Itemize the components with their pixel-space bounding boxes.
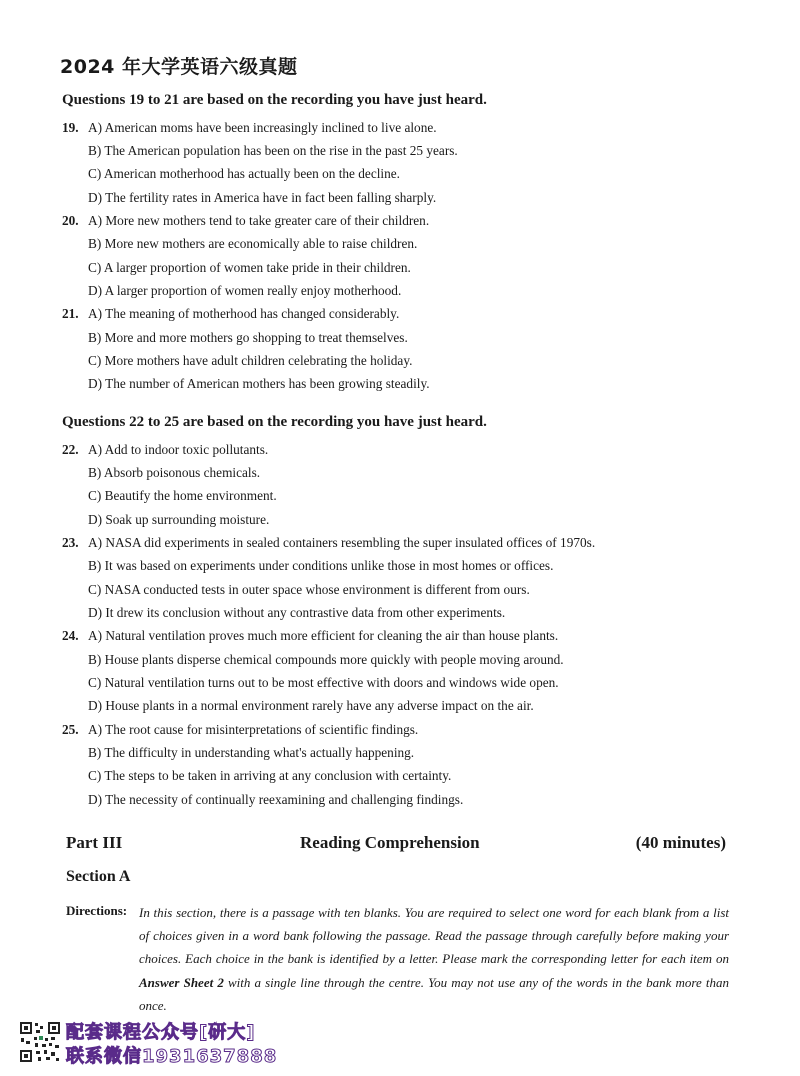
promo-line-1: 配套课程公众号[研大] (66, 1022, 256, 1043)
option-b: B) Absorb poisonous chemicals. (88, 465, 261, 480)
promo-line-2: 联系微信1931637888 (66, 1046, 278, 1067)
question-number: 25. (62, 722, 79, 737)
directions-text-after: with a single line through the centre. You may not use any of the words in the bank more than once. (139, 974, 730, 1013)
option-b: B) The American population has been on the rise in the past 25 years. (88, 143, 458, 158)
option-a: A) The meaning of motherhood has changed considerably. (88, 306, 400, 321)
question-number: 23. (62, 535, 79, 550)
question-number: 22. (62, 442, 79, 457)
option-a: A) Natural ventilation proves much more efficient for cleaning the air than house plants. (88, 628, 559, 643)
option-c: C) Natural ventilation turns out to be most effective with doors and windows wide open. (88, 675, 559, 690)
question-number: 20. (62, 213, 79, 228)
option-d: D) The necessity of continually reexamining and challenging findings. (88, 792, 464, 807)
option-b: B) It was based on experiments under conditions unlike those in most homes or offices. (88, 558, 554, 573)
directions-text-before: In this section, there is a passage with ten blanks. You are required to select one word for each blank from a list of choices given in a word bank following the passage. Read the passage through carefully before making your choices. Each choice in the bank is identified by a letter. Please mark the corresponding letter for each item on (139, 905, 729, 967)
group-heading: Questions 22 to 25 are based on the recording you have just heard. (62, 414, 487, 430)
option-b: B) More and more mothers go shopping to treat themselves. (88, 330, 408, 345)
option-a: A) The root cause for misinterpretations of scientific findings. (88, 722, 419, 737)
qr-code-icon (18, 1020, 62, 1064)
option-c: C) The steps to be taken in arriving at any conclusion with certainty. (88, 768, 452, 783)
option-a: A) NASA did experiments in sealed containers resembling the super insulated offices of 1970s. (88, 535, 596, 550)
question-number: 21. (62, 306, 79, 321)
option-b: B) More new mothers are economically able to raise children. (88, 236, 418, 251)
directions-label: Directions: (66, 903, 128, 918)
option-b: B) The difficulty in understanding what's actually happening. (88, 745, 415, 760)
part-time: (40 minutes) (635, 833, 726, 852)
option-c: C) More mothers have adult children celebrating the holiday. (88, 353, 413, 368)
question-number: 19. (62, 120, 79, 135)
part-title: Reading Comprehension (300, 833, 480, 852)
page-title: 2024 年大学英语六级真题 (60, 56, 298, 78)
option-d: D) A larger proportion of women really enjoy motherhood. (88, 283, 402, 298)
option-a: A) Add to indoor toxic pollutants. (88, 442, 269, 457)
section-title: Section A (66, 868, 131, 885)
option-a: A) American moms have been increasingly inclined to live alone. (88, 120, 437, 135)
option-d: D) Soak up surrounding moisture. (88, 512, 270, 527)
option-a: A) More new mothers tend to take greater care of their children. (88, 213, 430, 228)
directions-text (139, 901, 729, 1017)
option-c: C) American motherhood has actually been on the decline. (88, 166, 401, 181)
question-number: 24. (62, 628, 79, 643)
promo-watermark (18, 1018, 318, 1068)
option-c: C) Beautify the home environment. (88, 488, 277, 503)
option-d: D) The fertility rates in America have in fact been falling sharply. (88, 190, 437, 205)
option-d: D) The number of American mothers has been growing steadily. (88, 376, 430, 391)
group-heading: Questions 19 to 21 are based on the recording you have just heard. (62, 92, 487, 108)
option-b: B) House plants disperse chemical compounds more quickly with people moving around. (88, 652, 564, 667)
option-c: C) A larger proportion of women take pride in their children. (88, 260, 411, 275)
answer-sheet-emphasis: Answer Sheet 2 (139, 974, 224, 990)
option-d: D) It drew its conclusion without any contrastive data from other experiments. (88, 605, 506, 620)
option-d: D) House plants in a normal environment rarely have any adverse impact on the air. (88, 698, 534, 713)
option-c: C) NASA conducted tests in outer space whose environment is different from ours. (88, 582, 530, 597)
part-label: Part III (66, 833, 123, 852)
